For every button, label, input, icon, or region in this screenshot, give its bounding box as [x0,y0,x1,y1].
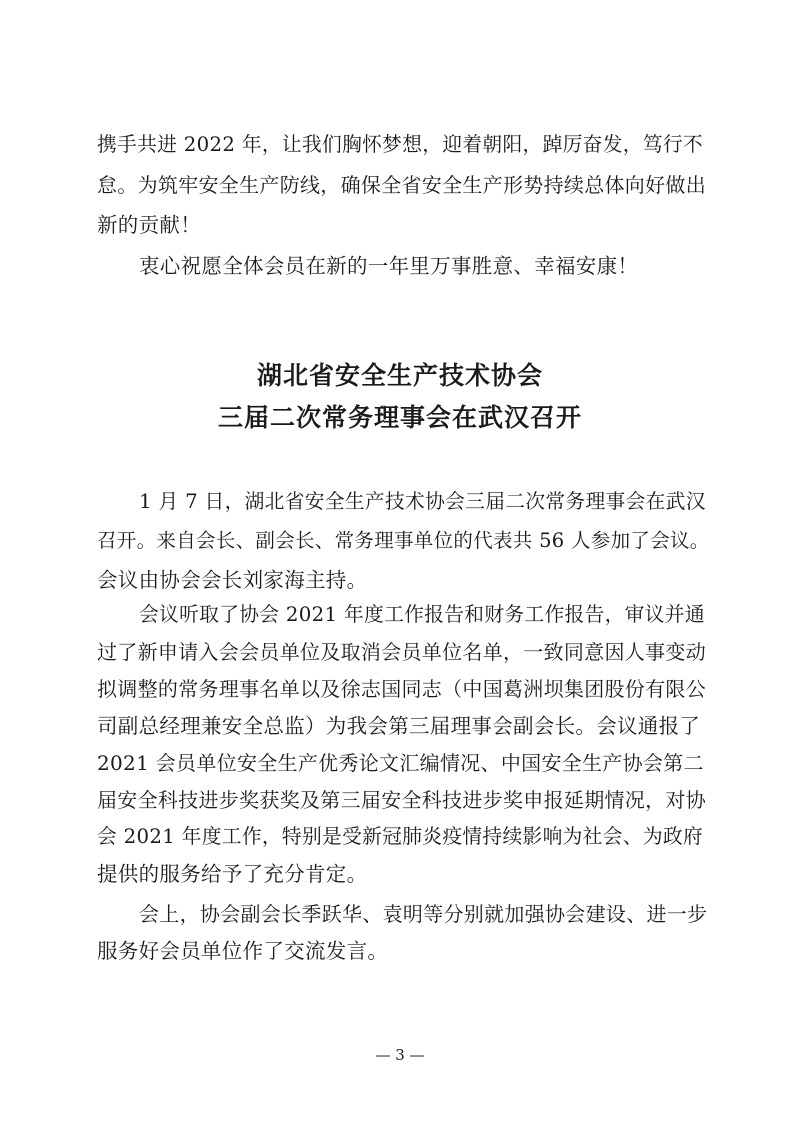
text-line: 携手共进 2022 年，让我们胸怀梦想，迎着朝阳，踔厉奋发，笃行不 [97,133,703,156]
article-title-line-2: 三届二次常务理事会在武汉召开 [217,403,582,432]
text-line: 怠。为筑牢安全生产防线，确保全省安全生产形势持续总体向好做出 [97,173,706,197]
text-line: 召开。来自会长、副会长、常务理事单位的代表共 56 人参加了会议。 [97,529,710,552]
text-line: 过了新申请入会会员单位及取消会员单位名单，一致同意因人事变动 [97,640,706,664]
text-line: 衷心祝愿全体会员在新的一年里万事胜意、幸福安康！ [139,254,639,278]
text-line: 1 月 7 日，湖北省安全生产技术协会三届二次常务理事会在武汉 [139,490,706,513]
text-line: 会议由协会会长刘家海主持。 [97,568,368,592]
text-line: 2021 会员单位安全生产优秀论文汇编情况、中国安全生产协会第二 [97,751,704,775]
text-line: 提供的服务给予了充分肯定。 [97,862,368,886]
text-line: 会 2021 年度工作，特别是受新冠肺炎疫情持续影响为社会、为政府 [97,825,703,848]
page-number: — 3 — [375,1046,425,1064]
text-line: 司副总经理兼安全总监）为我会第三届理事会副会长。会议通报了 [97,714,701,738]
text-line: 新的贡献！ [97,213,201,237]
text-line: 届安全科技进步奖获奖及第三届安全科技进步奖申报延期情况，对协 [97,788,706,812]
text-line: 会议听取了协会 2021 年度工作报告和财务工作报告，审议并通 [139,603,705,626]
text-line: 会上，协会副会长季跃华、袁明等分别就加强协会建设、进一步 [139,902,708,926]
article-title-line-1: 湖北省安全生产技术协会 [256,361,543,390]
text-line: 拟调整的常务理事名单以及徐志国同志（中国葛洲坝集团股份有限公 [97,677,706,701]
text-line: 服务好会员单位作了交流发言。 [97,939,389,963]
